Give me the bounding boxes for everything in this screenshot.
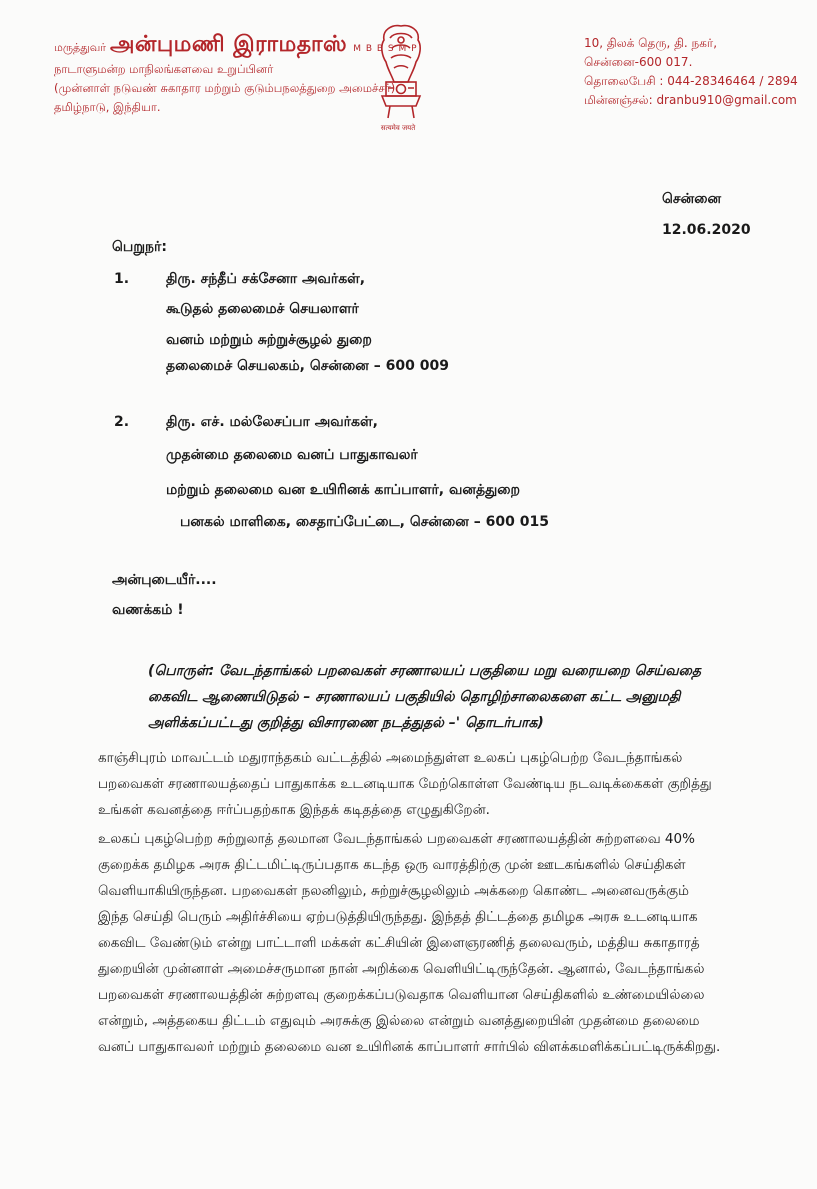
- recipient-2-line-2: முதன்மை தலைமை வனப் பாதுகாவலர்: [166, 447, 418, 463]
- paragraph-2-line-6: துறையின் முன்னாள் அமைச்சருமான நான் அறிக்கை வெளியிட்டிருந்தேன். ஆனால், வேடந்தாங்கல்: [98, 961, 705, 977]
- subject-line-1: (பொருள்: வேடந்தாங்கல் பறவைகள் சரணாலயப் பகுதியை மறு வரையறை செய்வதை: [148, 663, 701, 679]
- recipient-1-line-4: தலைமைச் செயலகம், சென்னை – 600 009: [166, 358, 449, 374]
- body-paragraph-1: [98, 745, 750, 823]
- recipient-2-line-1: திரு. எச். மல்லேசப்பா அவர்கள்,: [166, 414, 378, 430]
- phone-line: தொலைபேசி : 044-28346464 / 2894: [584, 74, 798, 88]
- letter-date: 12.06.2020: [662, 222, 751, 238]
- paragraph-2-line-9: வனப் பாதுகாவலர் மற்றும் தலைமை வன உயிரினக் காப்பாளர் சார்பில் விளக்கமளிக்கப்பட்டிருக்கிறது.: [98, 1039, 721, 1055]
- sender-title: மருத்துவர்: [54, 41, 107, 54]
- paragraph-1-line-3: உங்கள் கவனத்தை ஈர்ப்பதற்காக இந்தக் கடிதத்தை எழுதுகிறேன்.: [98, 802, 490, 818]
- subject-line-2: கைவிட ஆணையிடுதல் – சரணாலயப் பகுதியில் தொழிற்சாலைகளை கட்ட அனுமதி: [148, 689, 681, 705]
- paragraph-2-line-3: வெளியாகியிருந்தன. பறவைகள் நலனிலும், சுற்றுச்சூழலிலும் அக்கறை கொண்ட அனைவருக்கும்: [98, 883, 689, 899]
- address-line-2: சென்னை-600 017.: [584, 55, 693, 69]
- recipient-1-number: 1.: [114, 271, 130, 287]
- recipient-2-line-3: மற்றும் தலைமை வன உயிரினக் காப்பாளர், வனத்துறை: [166, 482, 520, 498]
- recipient-1-line-2: கூடுதல் தலைமைச் செயலாளர்: [166, 301, 359, 317]
- to-label: பெறுநர்:: [112, 239, 167, 255]
- body-paragraph-2: [98, 826, 750, 1060]
- emblem-motto: सत्यमेव जयते: [380, 124, 416, 132]
- subject-line-3: அளிக்கப்பட்டது குறித்து விசாரணை நடத்துதல் –' தொடர்பாக): [148, 715, 544, 731]
- recipient-2-line-4: பனகல் மாளிகை, சைதாப்பேட்டை, சென்னை – 600 015: [180, 514, 549, 530]
- paragraph-1-line-1: காஞ்சிபுரம் மாவட்டம் மதுராந்தகம் வட்டத்தில் அமைந்துள்ள உலகப் புகழ்பெற்ற வேடந்தாங்கல்: [98, 750, 683, 766]
- national-emblem-icon: [364, 18, 438, 138]
- paragraph-2-line-4: இந்த செய்தி பெரும் அதிர்ச்சியை ஏற்படுத்தியிருந்தது. இந்தத் திட்டத்தை தமிழக அரசு உடனடியாக: [98, 909, 698, 925]
- paragraph-2-line-7: பறவைகள் சரணாலயத்தின் சுற்றளவு குறைக்கப்படுவதாக வெளியான செய்திகளில் உண்மையில்லை: [98, 987, 705, 1003]
- sender-location: தமிழ்நாடு, இந்தியா.: [54, 100, 161, 114]
- sender-qualifications: M B B S M P: [353, 44, 418, 54]
- recipient-1-line-1: திரு. சந்தீப் சக்சேனா அவர்கள்,: [166, 271, 366, 287]
- recipient-1-line-3: வனம் மற்றும் சுற்றுச்சூழல் துறை: [166, 332, 372, 348]
- letter-place: சென்னை: [662, 191, 722, 207]
- paragraph-2-line-1: உலகப் புகழ்பெற்ற சுற்றுலாத் தலமான வேடந்தாங்கல் பறவைகள் சரணாலயத்தின் சுற்றளவை 40%: [98, 831, 695, 847]
- letterhead-contact: [584, 34, 798, 110]
- sender-name: அன்புமணி இராமதாஸ்: [110, 32, 348, 57]
- email-line: மின்னஞ்சல்: dranbu910@gmail.com: [584, 93, 797, 107]
- salutation-line-1: அன்புடையீர்....: [112, 572, 217, 588]
- paragraph-2-line-8: என்றும், அத்தகைய திட்டம் எதுவும் அரசுக்கு இல்லை என்றும் வனத்துறையின் முதன்மை தலைமை: [98, 1013, 700, 1029]
- address-line-1: 10, திலக் தெரு, தி. நகர்,: [584, 36, 718, 50]
- paragraph-2-line-5: கைவிட வேண்டும் என்று பாட்டாளி மக்கள் கட்சியின் இளைஞரணித் தலைவரும், மத்திய சுகாதாரத்: [98, 935, 700, 951]
- salutation-line-2: வணக்கம் !: [112, 602, 184, 618]
- letter-subject: [148, 658, 748, 736]
- sender-former-role: (முன்னாள் நடுவண் சுகாதார மற்றும் குடும்பநலத்துறை அமைச்சர்): [54, 81, 396, 95]
- sender-designation: நாடாளுமன்ற மாநிலங்களவை உறுப்பினர்: [54, 62, 274, 76]
- recipient-2-number: 2.: [114, 414, 130, 430]
- paragraph-1-line-2: பறவைகள் சரணாலயத்தைப் பாதுகாக்க உடனடியாக மேற்கொள்ள வேண்டிய நடவடிக்கைகள் குறித்து: [98, 776, 712, 792]
- paragraph-2-line-2: குறைக்க தமிழக அரசு திட்டமிட்டிருப்பதாக கடந்த ஒரு வாரத்திற்கு முன் ஊடகங்களில் செய்திகள்: [98, 857, 686, 873]
